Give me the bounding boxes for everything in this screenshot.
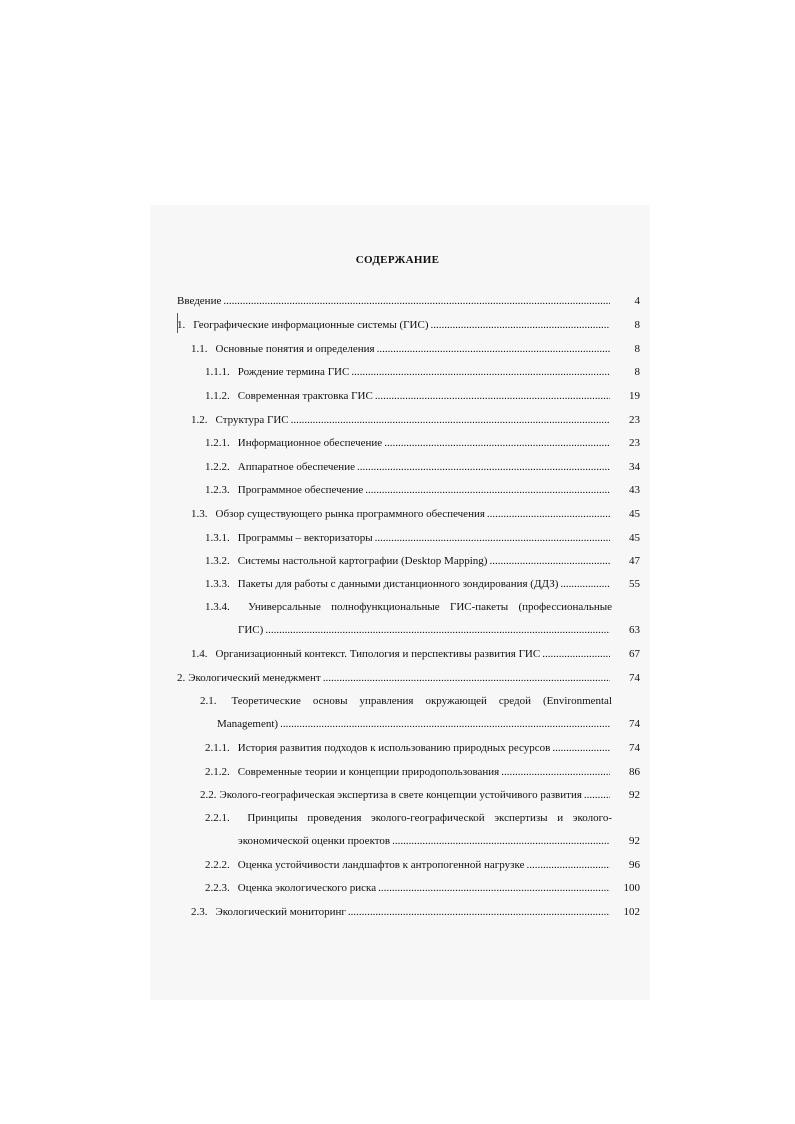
toc-entry-text: История развития подходов к использованию природных ресурсов [237,742,551,754]
toc-entry-text: Обзор существующего рынка программного обеспечения [215,508,485,520]
toc-entry-page: 102 [623,906,640,918]
toc-entry-text: Введение [177,295,222,307]
toc-entry-page: 74 [629,718,640,730]
toc-entry-page: 23 [629,437,640,449]
toc-entry[interactable] [0,905,640,919]
toc-entry-number: 2.1. [200,695,217,707]
toc-entry-page: 92 [629,835,640,847]
toc-entry-page: 45 [629,532,640,544]
toc-entry[interactable] [0,834,640,848]
toc-entry-number: 1.3.1. [205,532,230,544]
toc-entry[interactable] [0,671,640,685]
toc-entry-page: 47 [629,555,640,567]
toc-entry-number: 1.1.2. [205,390,230,402]
toc-entry[interactable] [0,765,640,779]
toc-entry-page: 92 [629,789,640,801]
toc-entry-page: 8 [634,366,640,378]
toc-entry-text: Универсальные полнофункциональные ГИС-пакеты (профессиональные [248,601,613,613]
toc-entry[interactable] [0,483,640,497]
toc-entry-page: 96 [629,859,640,871]
toc-entry[interactable] [0,577,640,591]
toc-entry-number: 1.3.4. [205,601,230,613]
toc-entry[interactable] [0,342,640,356]
toc-entry-page: 55 [629,578,640,590]
toc-entry-page: 100 [623,882,640,894]
toc-entry-text: Оценка экологического риска [237,882,377,894]
toc-entry-text: Программы – векторизаторы [237,532,373,544]
toc-entry[interactable] [0,623,640,637]
toc-entry-number: 1. [177,319,186,331]
toc-entry-number: 1.3.2. [205,555,230,567]
toc-entry-text: Оценка устойчивости ландшафтов к антропогенной нагрузке [237,859,525,871]
toc-entry[interactable] [0,436,640,450]
toc-entry[interactable] [0,365,640,379]
toc-entry-number: 2.2.2. [205,859,230,871]
toc-entry-number: 2.2.1. [205,812,230,824]
toc-entry-page: 23 [629,414,640,426]
toc-entry-text: Организационный контекст. Типология и перспективы развития ГИС [215,648,541,660]
toc-entry-first-line[interactable] [0,694,640,708]
toc-entry-text: Экологический мониторинг [215,906,346,918]
toc-entry-number: 1.2.2. [205,461,230,473]
toc-entry-number: 1.3.3. [205,578,230,590]
toc-entry-text: Экологический менеджмент [188,672,321,684]
toc-entry-text: Географические информационные системы (ГИС) [193,319,429,331]
toc-entry-number: 2.2.3. [205,882,230,894]
toc-entry-text: Современная трактовка ГИС [237,390,373,402]
toc-entry-number: 2. [177,672,186,684]
toc-entry-number: 2.2. [200,789,217,801]
toc-entry-page: 74 [629,742,640,754]
toc-entry-text: Рождение термина ГИС [237,366,350,378]
toc-entry-page: 4 [634,295,640,307]
toc-entry-text: Эколого-географическая экспертиза в свете концепции устойчивого развития [219,789,582,801]
toc-entry-continuation: Management) [217,718,279,730]
toc-entry-page: 86 [629,766,640,778]
toc-title: СОДЕРЖАНИЕ [355,254,440,266]
toc-entry[interactable] [0,294,640,308]
toc-entry-text: Основные понятия и определения [215,343,375,355]
toc-entry-page: 34 [629,461,640,473]
toc-entry-page: 67 [629,648,640,660]
toc-entry-first-line[interactable] [0,811,640,825]
toc-entry-first-line[interactable] [0,600,640,614]
toc-entry-continuation: ГИС) [238,624,264,636]
toc-entry-text: Принципы проведения эколого-географической экспертизы и эколого- [247,812,613,824]
toc-entry-page: 45 [629,508,640,520]
toc-entry-text: Современные теории и концепции природопользования [237,766,500,778]
toc-entry[interactable] [0,507,640,521]
toc-entry-continuation: экономической оценки проектов [238,835,391,847]
toc-entry[interactable] [0,647,640,661]
toc-entry-page: 8 [634,343,640,355]
toc-entry-page: 63 [629,624,640,636]
toc-entry[interactable] [0,788,640,802]
toc-entry-number: 2.3. [191,906,208,918]
toc-entry-number: 2.1.1. [205,742,230,754]
toc-entry[interactable] [0,554,640,568]
toc-entry-number: 1.2.1. [205,437,230,449]
toc-entry-number: 1.2. [191,414,208,426]
toc-entry[interactable] [0,717,640,731]
toc-entry-text: Программное обеспечение [237,484,364,496]
toc-entry[interactable] [0,858,640,872]
toc-entry-number: 2.1.2. [205,766,230,778]
toc-entry[interactable] [0,460,640,474]
toc-entry-number: 1.3. [191,508,208,520]
toc-entry-text: Аппаратное обеспечение [237,461,355,473]
toc-entry-text: Системы настольной картографии (Desktop Mapping) [237,555,488,567]
toc-entry[interactable] [0,413,640,427]
toc-entry[interactable] [0,318,640,332]
toc-entry-page: 43 [629,484,640,496]
toc-entry-number: 1.1.1. [205,366,230,378]
toc-entry-text: Теоретические основы управления окружающей средой (Environmental [231,695,612,707]
toc-entry-text: Информационное обеспечение [237,437,383,449]
toc-entry-number: 1.4. [191,648,208,660]
toc-entry-page: 19 [629,390,640,402]
toc-entry[interactable] [0,881,640,895]
toc-entry-text: Пакеты для работы с данными дистанционного зондирования (ДДЗ) [237,578,559,590]
toc-entry-number: 1.2.3. [205,484,230,496]
toc-entry[interactable] [0,741,640,755]
toc-entry[interactable] [0,389,640,403]
toc-entry[interactable] [0,531,640,545]
toc-entry-number: 1.1. [191,343,208,355]
toc-entry-page: 74 [629,672,640,684]
toc-entry-text: Структура ГИС [215,414,289,426]
toc-entry-page: 8 [634,319,640,331]
